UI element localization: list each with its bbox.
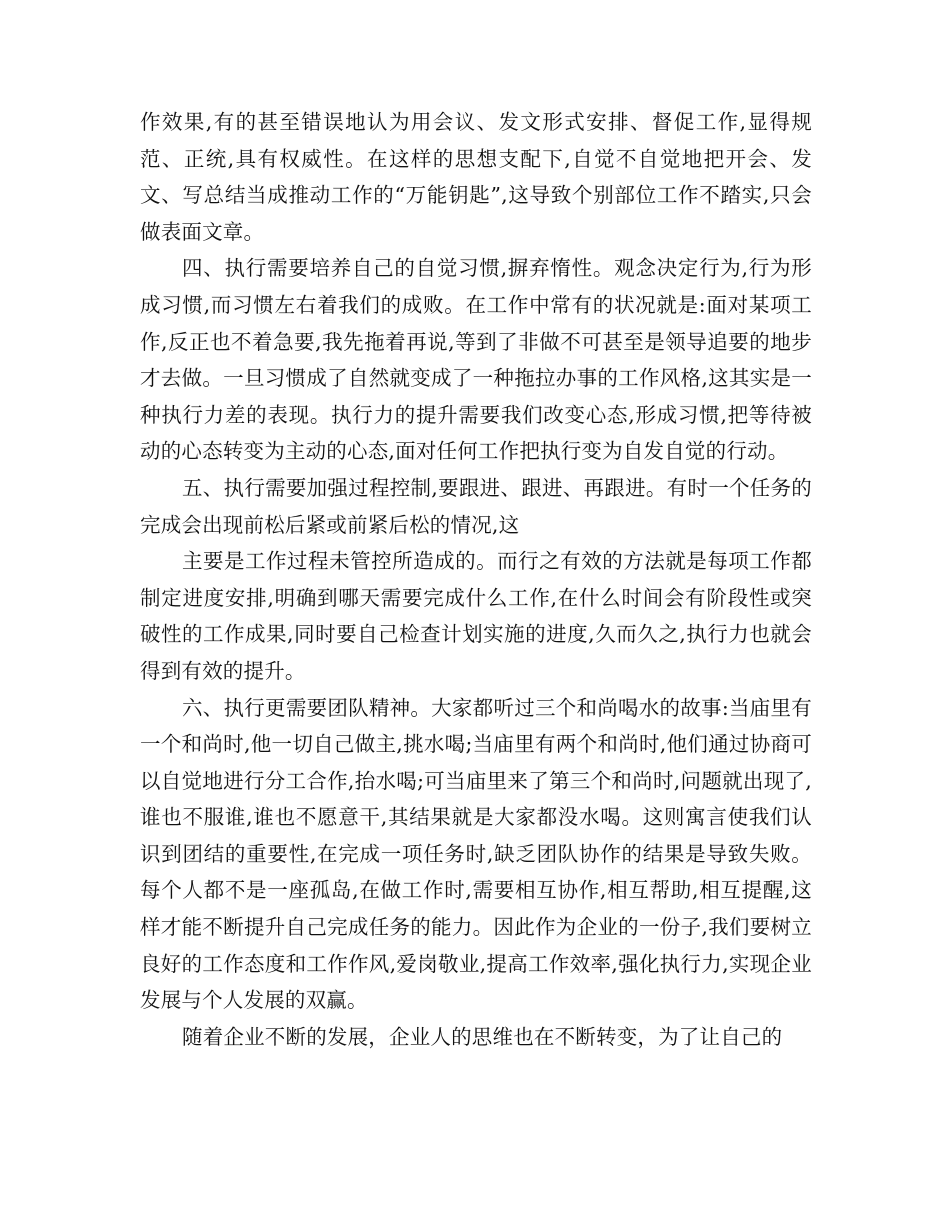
paragraph-four-self-discipline: 四、执行需要培养自己的自觉习惯,摒弃惰性。观念决定行为,行为形成习惯,而习惯左右着我们的成败。在工作中常有的状况就是:面对某项工作,反正也不着急要,我先拖着再说,等到了非做不可甚至是领导追要的地步才去做。一旦习惯成了自然就变成了一种拖拉办事的工作风格,这其实是一种执行力差的表现。执行力的提升需要我们改变心态,形成习惯,把等待被动的心态转变为主动的心态,面对任何工作把执行变为自发自觉的行动。 — [140, 256, 812, 464]
document-body — [140, 104, 812, 1055]
paragraph-five-process-control: 五、执行需要加强过程控制,要跟进、跟进、再跟进。有时一个任务的完成会出现前松后紧或前紧后松的情况,这 — [140, 475, 812, 537]
paragraph-closing: 随着企业不断的发展，企业人的思维也在不断转变，为了让自己的 — [182, 1024, 783, 1049]
paragraph-continuation: 作效果,有的甚至错误地认为用会议、发文形式安排、督促工作,显得规范、正统,具有权威性。在这样的思想支配下,自觉不自觉地把开会、发文、写总结当成推动工作的“万能钥匙”,这导致个别部位工作不踏实,只会做表面文章。 — [140, 110, 812, 244]
paragraph-five-continued: 主要是工作过程未管控所造成的。而行之有效的方法就是每项工作都制定进度安排,明确到哪天需要完成什么工作,在什么时间会有阶段性或突破性的工作成果,同时要自己检查计划实施的进度,久而久之,执行力也就会得到有效的提升。 — [140, 549, 812, 683]
paragraph-six-teamwork: 六、执行更需要团队精神。大家都听过三个和尚喝水的故事:当庙里有一个和尚时,他一切自己做主,挑水喝;当庙里有两个和尚时,他们通过协商可以自觉地进行分工合作,抬水喝;可当庙里来了第三个和尚时,问题就出现了,谁也不服谁,谁也不愿意干,其结果就是大家都没水喝。这则寓言使我们认识到团结的重要性,在完成一项任务时,缺乏团队协作的结果是导致失败。每个人都不是一座孤岛,在做工作时,需要相互协作,相互帮助,相互提醒,这样才能不断提升自己完成任务的能力。因此作为企业的一份子,我们要树立良好的工作态度和工作作风,爱岗敬业,提高工作效率,强化执行力,实现企业发展与个人发展的双赢。 — [140, 695, 812, 1013]
